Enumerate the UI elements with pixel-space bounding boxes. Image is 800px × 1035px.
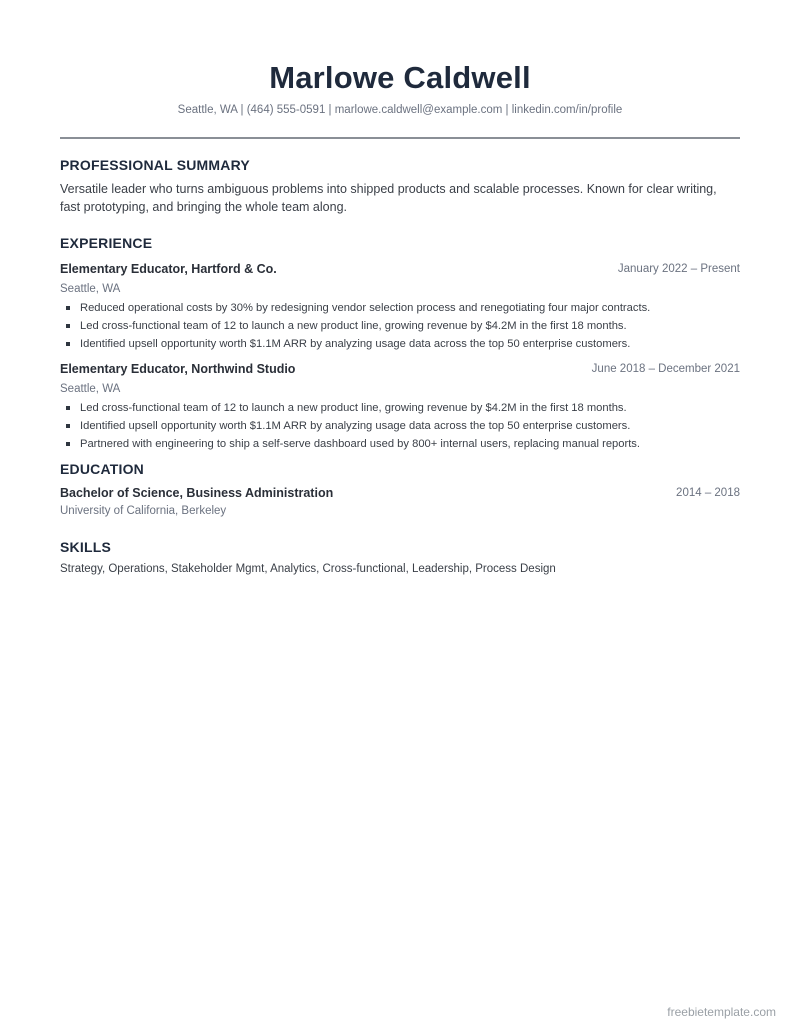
bullet-item [60, 335, 740, 353]
bullet-item [60, 317, 740, 335]
bullet-marker-icon [66, 306, 70, 310]
section-title-summary: PROFESSIONAL SUMMARY [60, 157, 250, 173]
degree-title: Bachelor of Science, Business Administration [60, 486, 334, 500]
section-title-skills: SKILLS [60, 539, 111, 555]
job-title: Elementary Educator, Northwind Studio [60, 362, 296, 376]
bullet-marker-icon [66, 406, 70, 410]
skills-list: Strategy, Operations, Stakeholder Mgmt, Analytics, Cross-functional, Leadership, Process Design [60, 563, 556, 575]
job-header [60, 262, 740, 278]
bullet-item [60, 399, 740, 417]
school-name: University of California, Berkeley [60, 505, 227, 517]
contact-line: Seattle, WA | (464) 555-0591 | marlowe.caldwell@example.com | linkedin.com/in/profile [177, 104, 623, 116]
bullet-marker-icon [66, 442, 70, 446]
bullet-item [60, 435, 740, 453]
summary-text: Versatile leader who turns ambiguous problems into shipped products and scalable processes. Known for clear writing, fast prototyping, and bringing the whole team along. [60, 182, 717, 214]
job-bullets [60, 399, 740, 453]
job-dates: January 2022 – Present [617, 263, 740, 275]
bullet-text: Led cross-functional team of 12 to launch a new product line, growing revenue by $4.2M in the first 18 months. [80, 402, 627, 414]
section-title-education: EDUCATION [60, 461, 144, 477]
bullet-item [60, 299, 740, 317]
watermark-link[interactable]: freebietemplate.com [667, 1005, 776, 1019]
job-dates: June 2018 – December 2021 [591, 363, 740, 375]
education-header [60, 486, 740, 502]
bullet-marker-icon [66, 424, 70, 428]
section-title-experience: EXPERIENCE [60, 235, 153, 251]
job-location: Seattle, WA [60, 383, 121, 395]
job-bullets [60, 299, 740, 353]
education-dates: 2014 – 2018 [676, 487, 740, 499]
bullet-marker-icon [66, 342, 70, 346]
bullet-marker-icon [66, 324, 70, 328]
bullet-item [60, 417, 740, 435]
job-header [60, 362, 740, 378]
job-location: Seattle, WA [60, 283, 121, 295]
job-title: Elementary Educator, Hartford & Co. [60, 262, 277, 276]
bullet-text: Reduced operational costs by 30% by redesigning vendor selection process and renegotiating four major contracts. [80, 302, 651, 314]
candidate-name: Marlowe Caldwell [269, 60, 531, 95]
bullet-text: Identified upsell opportunity worth $1.1M ARR by analyzing usage data across the top 50 enterprise customers. [80, 338, 631, 350]
bullet-text: Identified upsell opportunity worth $1.1M ARR by analyzing usage data across the top 50 enterprise customers. [80, 420, 631, 432]
bullet-text: Led cross-functional team of 12 to launch a new product line, growing revenue by $4.2M in the first 18 months. [80, 320, 627, 332]
header-divider [60, 137, 740, 139]
bullet-text: Partnered with engineering to ship a self-serve dashboard used by 800+ internal users, replacing manual reports. [80, 438, 641, 450]
